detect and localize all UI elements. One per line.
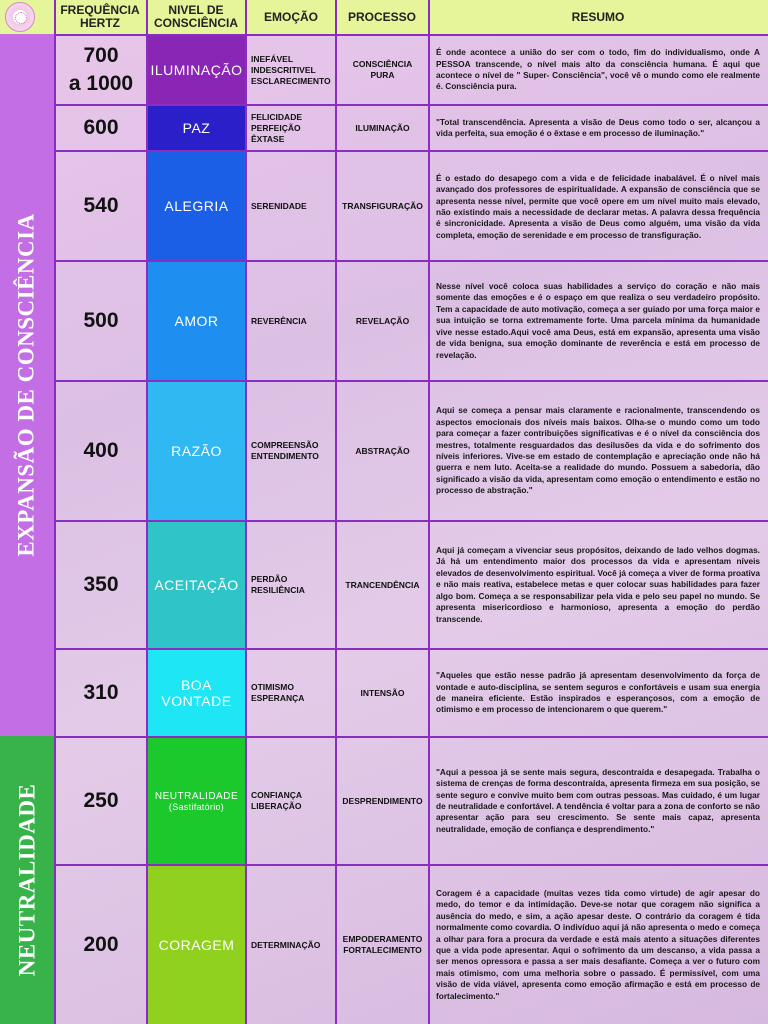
grid-hline [54, 380, 768, 382]
frequency-value: 500 [83, 309, 119, 332]
summary-cell: É o estado do desapego com a vida e de felicidade inabalável. É o nível mais avançado dos professores de espiritualidade. A expansão de consciência que se apresenta nesse nível, permite que você opere em um nível muito mais elevado, não existindo mais a necessidade de declarar metas. A palavra dessa frequência é sincronicidade. Apresenta a visão de Deus como alguém, uma visão da vida completa, emoção de serenidade e em processo de transfiguração. [436, 172, 760, 240]
emotion-cell: PERDÃO RESILIÊNCIA [251, 574, 305, 595]
summary-cell: Aqui se começa a pensar mais claramente e racionalmente, transcendendo os aspectos emocionais dos níveis mais baixos. Olha-se o mundo como um todo para começar a fazer contribuições significativas e é o nível da consciência dos mestres, totalmente resguardados das desilusões da vida e do sofrimento dos níveis inferiores. Vive-se em estado de contemplação e apreciação onde não há guerra e nem luto. Aceita-se a realidade do mundo. Possuem a sabedoria, dão significado a visão da vida, apresentam como emoção o entendimento e estão no processo de abstração." [436, 405, 760, 496]
grid-vline [335, 0, 337, 1024]
level-sublabel: (Sastifatório) [168, 801, 225, 812]
summary-cell: Nesse nível você coloca suas habilidades a serviço do coração e não mais somente das emoções e é o espaço em que realiza o seu verdadeiro propósito. Tem a capacidade de auto motivação, começa a ser guiado por uma força maior e sua intuição se torna extremamente forte. Uma parcela mínima da humanidade vive nesse estado.Aqui você ama Deus, está em expansão, apresenta uma visão de vida benigna, sua emoção dominante de reverência e está em processo de revelação. [436, 281, 760, 360]
emotion-cell: CONFIANÇA LIBERAÇÃO [251, 790, 302, 811]
level-label [148, 866, 245, 1024]
summary-cell: É onde acontece a união do ser com o todo, fim do individualismo, onde A PESSOA transcende, o nível mais alto da consciência humana. É aqui que acontece o nível de " Super- Consciência", você vê o mundo como ele realmente é. Consciência pura. [436, 47, 760, 92]
header-frequencia: FREQUÊNCIA HERTZ [60, 3, 140, 30]
level-name: AMOR [174, 313, 219, 329]
process-cell: TRANSFIGURAÇÃO [342, 200, 423, 211]
frequency-value: 250 [83, 789, 119, 812]
level-name: ACEITAÇÃO [154, 577, 239, 593]
summary-cell: "Total transcendência. Apresenta a visão de Deus como todo o ser, alcançou a vida perfeita, sua emoção é o êxtase e em processo de iluminação." [436, 116, 760, 138]
grid-hline [54, 648, 768, 650]
emotion-cell: SERENIDADE [251, 200, 307, 211]
emotion-cell: FELICIDADE PERFEIÇÃO ÊXTASE [251, 111, 302, 144]
band-neutralidade [0, 736, 54, 1024]
band-expansao-label: EXPANSÃO DE CONSCIÊNCIA [14, 213, 39, 557]
process-cell: TRANCENDÊNCIA [345, 579, 420, 590]
grid-hline [54, 736, 768, 738]
grid-hline [54, 34, 768, 36]
level-name: ALEGRIA [164, 198, 229, 214]
process-cell: ILUMINAÇÃO [355, 122, 410, 133]
level-label [148, 522, 245, 648]
grid-vline [245, 0, 247, 1024]
frequency-value: 700 a 1000 [68, 44, 134, 95]
level-label [148, 152, 245, 260]
grid-vline [146, 0, 148, 1024]
grid-vline [428, 0, 430, 1024]
frequency-value: 350 [83, 573, 119, 596]
header-resumo: RESUMO [571, 9, 625, 24]
level-name: NEUTRALIDADE [154, 790, 239, 802]
grid-hline [54, 520, 768, 522]
summary-cell: "Aqueles que estão nesse padrão já apresentam desenvolvimento da força de vontade e auto-disciplina, se sentem seguros e confortáveis e usam sua energia de maneira eficiente. Estão inspirados e esperançosos, com a emoção de otimismo e em processo de intencionarem o que querem." [436, 670, 760, 715]
header-nivel: NIVEL DE CONSCIÊNCIA [153, 3, 238, 30]
process-cell: REVELAÇÃO [355, 315, 410, 326]
level-label [148, 262, 245, 380]
grid-hline [54, 260, 768, 262]
band-expansao [0, 34, 54, 736]
frequency-value: 310 [83, 681, 119, 704]
summary-cell: Aqui já começam a vivenciar seus propósitos, deixando de lado velhos dogmas. Já há um entendimento maior dos processos da vida e apresentam níveis elevados de desenvolvimento espiritual. Você já começa a viver de forma proativa e não mais reativa, estabelece metas e quer colocar suas habilidades para fazer algo bom. Começa a se responsabilizar pela vida e pelo seu papel no mundo. Se apresenta misericordioso e harmonioso, apresenta a emoção do perdão transcende. [436, 545, 760, 624]
header-emocao: EMOÇÃO [264, 9, 318, 24]
process-cell: EMPODERAMENTO FORTALECIMENTO [342, 934, 423, 955]
header-processo: PROCESSO [347, 9, 416, 24]
process-cell: CONSCIÊNCIA PURA [352, 59, 413, 80]
level-name: BOA VONTADE [161, 677, 232, 709]
band-neutralidade-label: NEUTRALIDADE [14, 783, 39, 977]
emotion-cell: REVERÊNCIA [251, 315, 307, 326]
level-label [148, 650, 245, 736]
process-cell: ABSTRAÇÃO [355, 445, 410, 456]
level-name: ILUMINAÇÃO [150, 62, 243, 78]
header-row [0, 0, 768, 34]
emotion-cell: COMPREENSÃO ENTENDIMENTO [251, 440, 319, 461]
summary-cell: Coragem é a capacidade (muitas vezes tida como virtude) de agir apesar do medo, do temor e da intimidação. Deve-se notar que coragem não significa a ausência do medo, e sim, a ação apesar deste. O contrário da coragem é tida normalmente como covardia. O indivíduo aqui já não apresenta o medo e começa a olhar para fora a procura da verdade e está mais atento a situações diferentes que a vida pode apresentar. Aqui o sofrimento da um descanso, a vida passa a ser menos opressora e passa a ser mais desafiante. Começa a ver o futuro com mais otimismo, com uma melhoria sobre o passado. É permissível, com uma visão de vida viável, apresenta como emoção afirmação e está em processo de fortalecimento." [436, 887, 760, 1001]
frequency-value: 600 [83, 116, 119, 139]
grid-hline [54, 864, 768, 866]
logo-icon [5, 2, 35, 32]
frequency-value: 200 [83, 933, 119, 956]
grid-hline [54, 104, 768, 106]
level-name: RAZÃO [171, 443, 222, 459]
summary-cell: "Aqui a pessoa já se sente mais segura, descontraída e desapegada. Trabalha o sistema de crenças de forma descontraída, apresenta firmeza em sua posição, se sente seguro e convive muito bem com outras pessoas. Mas cuidado, é um lugar de neutralidade e confortável. A tendência é voltar para a zona de conforto se não apresentar ação para seu crescimento. Se sente mais capaz, apresenta neutralidade, emoção de confiança e desprendimento." [436, 766, 760, 834]
grid-hline [54, 150, 768, 152]
level-name: CORAGEM [158, 937, 235, 953]
process-cell: INTENSÃO [360, 687, 405, 698]
level-name: PAZ [182, 120, 211, 136]
emotion-cell: INEFÁVEL INDESCRITIVEL ESCLARECIMENTO [251, 53, 331, 86]
process-cell: DESPRENDIMENTO [342, 795, 423, 806]
frequency-value: 400 [83, 439, 119, 462]
level-label [148, 382, 245, 520]
grid-vline [54, 0, 56, 1024]
emotion-cell: OTIMISMO ESPERANÇA [251, 682, 305, 703]
level-label [148, 106, 245, 150]
frequency-value: 540 [83, 194, 119, 217]
level-label [148, 738, 245, 864]
level-label [148, 36, 245, 104]
emotion-cell: DETERMINAÇÃO [251, 939, 321, 950]
